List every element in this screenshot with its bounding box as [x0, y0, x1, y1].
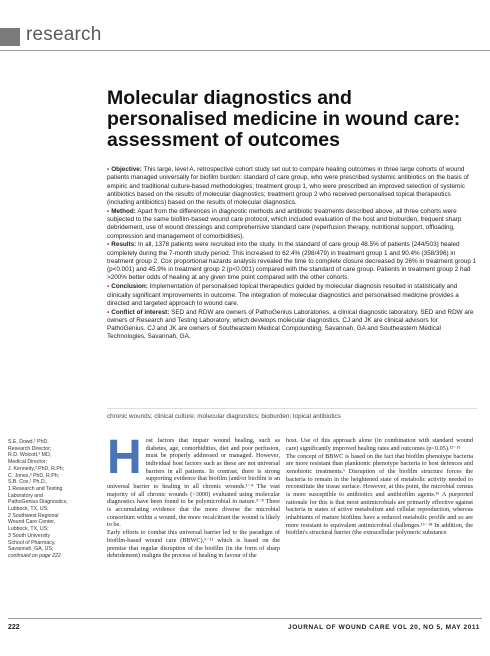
footer-rule — [8, 618, 482, 619]
author-line: School of Pharmacy, — [8, 539, 56, 546]
author-line: 1 Research and Testing — [8, 485, 63, 492]
author-line: Lubbock, TX, US; — [8, 506, 49, 513]
body-paragraph — [107, 431, 280, 529]
author-line: PathoGenius Diagnostics, — [8, 499, 68, 506]
abstract-label: Conflict of interest: — [111, 308, 170, 316]
author-line: Research Director; — [8, 445, 52, 452]
body-paragraph: Early efforts to combat this universal barrier led to the paradigm of biofilm-based wound care (BBWC),⁹⁻¹¹ which is based on the premise that regular disruption of the biofilm (in the form of sharp debridement) realigns the process of healing in favour of the — [107, 529, 280, 560]
author-line: C. Jones,³ PhD, R.Ph; — [8, 472, 60, 479]
abstract-conclusion — [107, 283, 477, 308]
abstract-conflict — [107, 309, 477, 342]
abstract-text: SED and RDW are owners of PathoGenius Laboratories, a clinical diagnostic laboratory. SED and RDW are owners of Research and Testing Laboratory, which develops molecular diagnostics. CJ and JK are clinical advisors for PathoGenius. CJ and JK are owners of Southeastern Medical Compounding, Savannah, GA and Southeastern Medical Technologies, Savannah, GA. — [107, 308, 474, 341]
body-column-1 — [107, 431, 280, 560]
author-line: S.B. Cox,¹ Ph.D., — [8, 479, 48, 486]
body-paragraph: host. Use of this approach alone (in combination with standard wound care) significantly improved healing rates and outcomes (p<0.05).¹²⁻¹⁵ — [286, 437, 473, 452]
author-line: S.E. Dowd,¹ PhD, — [8, 439, 49, 445]
author-line: Savannah, GA, US; — [8, 546, 54, 553]
section-marker — [0, 28, 20, 46]
abstract-objective — [107, 166, 477, 207]
section-label: research — [26, 24, 102, 45]
bullet-icon: • — [107, 308, 110, 316]
abstract-text: Apart from the differences in diagnostic methods and antibiotic treatments described above, all three cohorts were subjected to the same biofilm-based wound care protocol, which included evaluation of the host and bioburden, frequent sharp debridement, use of wound dressings and comprehensive standard care (reperfusion therapy, nutritional support, offloading, compression and management of comorbidities). — [107, 207, 462, 240]
author-line: Lubbock, TX, US; — [8, 526, 49, 533]
abstract-label: Objective: — [111, 166, 142, 173]
body-text: ost factors that impair wound healing, such as diabetes, age, comorbidities, diet and poor perfusion, must be properly addressed or managed. However, individual host factors such as these are not universal barriers in all patients. In contrast, there is strong supporting evidence that biofilm (and/or biofilm is an universal barrier to healing in all chronic wounds.¹⁻⁴ The vast majority of all chronic wounds (>3000) evaluated using molecular diagnostics have been found to be polymicrobial in nature.⁵⁻⁸ There is accumulating evidence that the more diverse the microbial consortium within a wound, the more recalcitrant the wound is likely to be. — [107, 437, 280, 529]
abstract — [107, 166, 477, 342]
article-title: Molecular diagnostics and personalised medicine in wound care: assessment of outcomes — [107, 87, 461, 151]
bullet-icon: • — [107, 283, 110, 291]
author-line: R.D. Wolcott,² MD, — [8, 452, 52, 459]
author-line: Laboratory and — [8, 492, 43, 499]
body-paragraph: The concept of BBWC is based on the fact that biofilm phenotype bacteria are more resistant than planktonic phenotype bacteria to host defences and xenobiotic treatments.¹ Disruption of the biofilm structure forces the bacteria to remain in the heightened state of metabolic activity needed to reconstitute the tissue surface. However, at this point, the microbial census is more susceptible to antibiotics and antibiofilm agents.¹⁵ A purported rationale for this is that most antimicrobials are primarily effective against bacteria in states of active metabolism and cellular reproduction, whereas inhabitants of mature biofilms have a reduced metabolic profile and so are more resistant to equivalent antimicrobial challenges.¹⁶⁻¹⁸ In addition, the biofilm's structural barrier (the extracellular polymeric substance — [286, 452, 473, 537]
drop-cap: H — [107, 431, 142, 484]
abstract-results — [107, 241, 477, 282]
header-rule — [0, 50, 490, 51]
abstract-label: Results: — [111, 241, 137, 249]
bullet-icon: • — [107, 241, 110, 249]
continued-note: continued on page 222 — [8, 552, 61, 559]
abstract-label: Conclusion: — [111, 283, 148, 291]
author-info — [8, 439, 98, 560]
journal-footer: JOURNAL OF WOUND CARE VOL 20, NO 5, MAY 2011 — [288, 624, 480, 631]
abstract-text: This large, level A, retrospective cohort study set out to compare healing outcomes in three large cohorts of wound patients managed universally for biofilm burden: standard of care group, who were prescribed systemic antibiotics on the basis of empiric and traditional culture-based methodologies; treatment group 1, who were prescribed an improved selection of systemic antibiotics based on the results of molecular diagnostics; treatment group 2 who received personalised topical therapeutics (including antibiotics) based on the results of molecular diagnostics. — [107, 166, 469, 206]
author-line: Medical Director; — [8, 459, 47, 466]
abstract-text: In all, 1378 patients were recruited into the study. In the standard of care group 48.5% of patients (244/503) healed completely during the 7-month study period. This increased to 62.4% (298/479) in treatment group 1 and 90.4% (358/396) in treatment group 2. Cox proportional hazards analysis revealed the time to complete closure decreased by 26% in treatment group 1 (p<0.001) and 45.9% in treatment group 2 (p<0.001) compared with the standard of care group. Patients in treatment group 2 had >200% better odds of healing at any given time point compared with the other cohorts. — [107, 241, 477, 282]
abstract-text: Implementation of personalised topical therapeutics guided by molecular diagnosis resulted in statistically and clinically significant improvements in outcome. The integration of molecular diagnostics and personalised medicine provides a directed and targeted approach to wound care. — [107, 283, 459, 307]
body-column-2 — [286, 437, 473, 537]
author-line: 3 South University — [8, 532, 51, 539]
author-line: Wound Care Center, — [8, 519, 56, 526]
abstract-label: Method: — [111, 207, 136, 215]
bullet-icon: • — [107, 207, 110, 215]
author-line: J. Kennedy,³ PhD, R.Ph; — [8, 465, 65, 472]
page-number: 222 — [8, 624, 20, 631]
keywords: chronic wounds; clinical culture; molecular diagnostics; bioburden; topical antibiotics — [107, 408, 477, 420]
author-line: 2 Southwest Regional — [8, 512, 59, 519]
bullet-icon: • — [107, 166, 110, 173]
abstract-method — [107, 208, 477, 241]
